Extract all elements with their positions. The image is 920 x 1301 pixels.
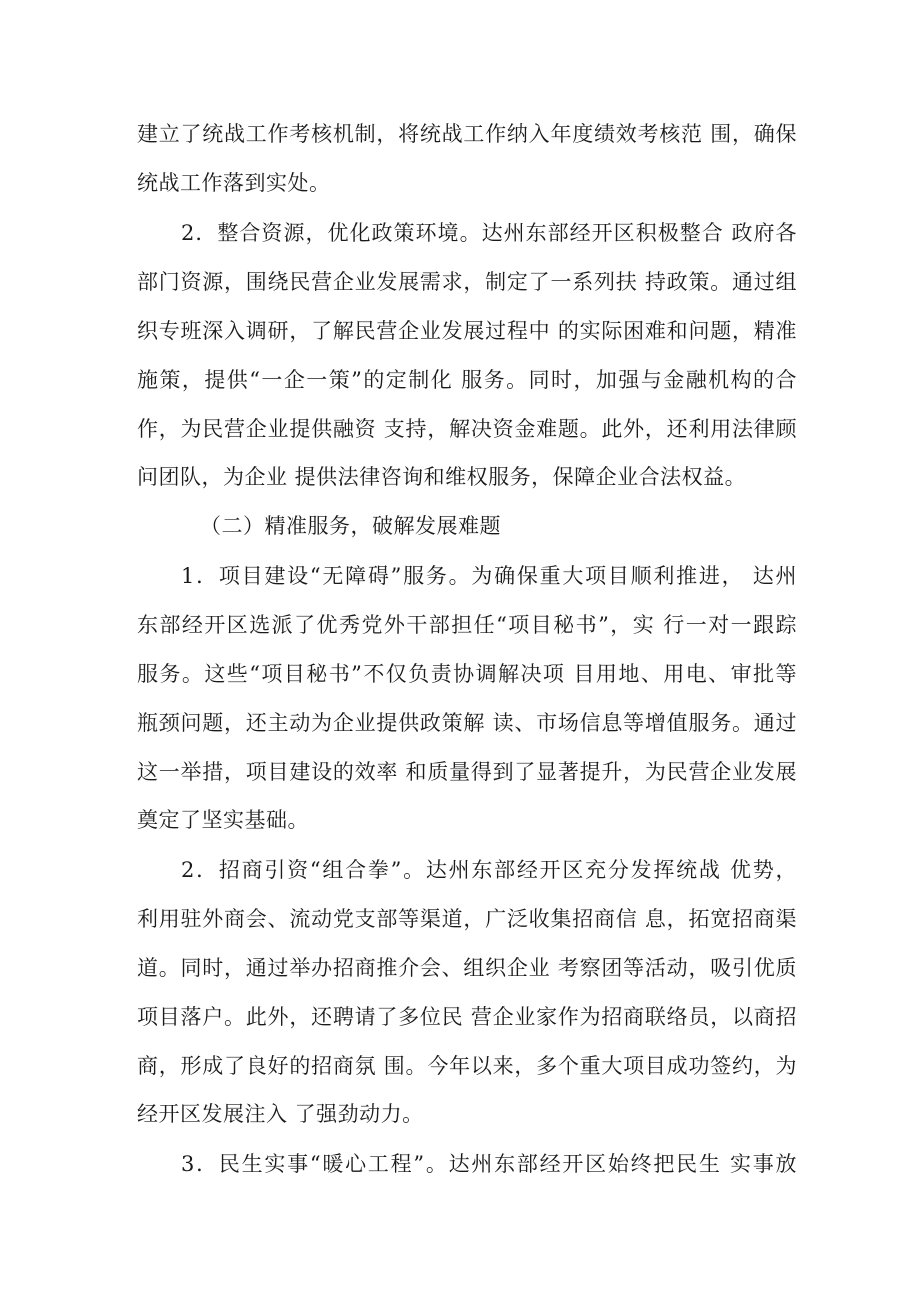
text-line: 作，为民营企业提供融资 支持，解决资金难题。此外，还利用法律顾	[137, 417, 797, 441]
text-line: 2．整合资源，优化政策环境。达州东部经开区积极整合 政府各	[181, 221, 797, 245]
text-line: 织专班深入调研，了解民营企业发展过程中 的实际困难和问题，精准	[137, 319, 797, 343]
text-line: 经开区发展注入 了强劲动力。	[137, 1102, 424, 1126]
text-line: 部门资源，围绕民营企业发展需求，制定了一系列扶 持政策。通过组	[137, 270, 797, 294]
text-line: 道。同时，通过举办招商推介会、组织企业 考察团等活动，吸引优质	[137, 956, 797, 980]
text-line: 服务。这些“项目秘书”不仅负责协调解决项 目用地、用电、审批等	[137, 662, 797, 686]
text-line: 统战工作落到实处。	[137, 171, 331, 195]
text-line: 施策，提供“一企一策”的定制化 服务。同时，加强与金融机构的合	[137, 368, 797, 392]
text-line: 东部经开区选派了优秀党外干部担任“项目秘书”，实 行一对一跟踪	[137, 613, 797, 637]
text-line: 奠定了坚实基础。	[137, 808, 309, 832]
text-line: 问团队，为企业 提供法律咨询和维权服务，保障企业合法权益。	[137, 465, 747, 489]
text-line: 利用驻外商会、流动党支部等渠道，广泛收集招商信 息，拓宽招商渠	[137, 907, 797, 931]
text-line: 瓶颈问题，还主动为企业提供政策解 读、市场信息等增值服务。通过	[137, 711, 797, 735]
text-line: 2．招商引资“组合拳”。达州东部经开区充分发挥统战 优势，	[181, 858, 797, 882]
section-heading: （二）精准服务，破解发展难题	[200, 514, 501, 538]
text-line: 建立了统战工作考核机制，将统战工作纳入年度绩效考核范 围，确保	[137, 122, 797, 146]
text-line: 这一举措，项目建设的效率 和质量得到了显著提升，为民营企业发展	[137, 760, 797, 784]
text-line: 项目落户。此外，还聘请了多位民 营企业家作为招商联络员，以商招	[137, 1005, 797, 1029]
text-line: 3．民生实事“暖心工程”。达州东部经开区始终把民生 实事放	[181, 1152, 797, 1176]
text-line: 1．项目建设“无障碍”服务。为确保重大项目顺利推进， 达州	[181, 564, 797, 588]
text-line: 商，形成了良好的招商氛 围。今年以来，多个重大项目成功签约，为	[137, 1054, 797, 1078]
